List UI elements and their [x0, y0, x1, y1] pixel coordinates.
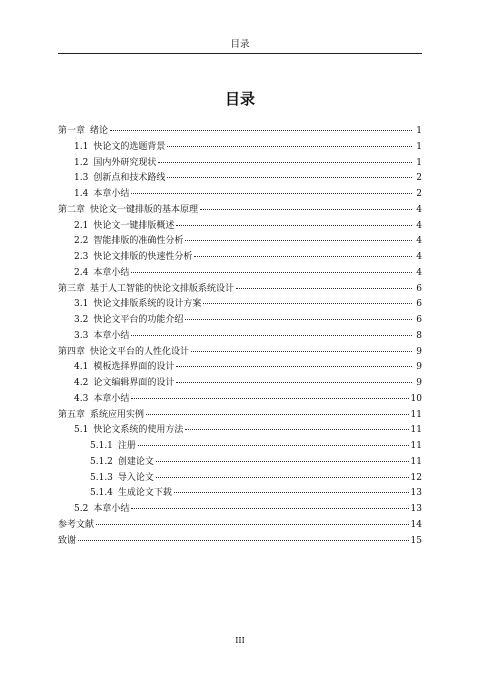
- toc-entry[interactable]: [58, 455, 422, 471]
- toc-leader-dots: [174, 491, 409, 493]
- toc-entry-title: 生成论文下载: [117, 488, 172, 499]
- toc-entry-page: 4: [416, 252, 422, 262]
- toc-entry-number: 3.3: [74, 330, 89, 341]
- toc-entry-page: 9: [416, 346, 422, 357]
- toc-entry-title: 注册: [117, 441, 136, 451]
- toc-entry-page: 12: [410, 472, 422, 483]
- toc-leader-dots: [236, 287, 412, 289]
- toc-entry[interactable]: [58, 187, 422, 203]
- toc-entry-number: 5.1.1: [90, 441, 113, 451]
- toc-entry-title: 本章小结: [93, 189, 130, 199]
- toc-entry[interactable]: [58, 408, 422, 424]
- toc-entry-title: 参考文献: [58, 519, 95, 530]
- toc-entry-number: 1.4: [74, 189, 89, 199]
- toc-entry-number: 1.2: [74, 157, 89, 168]
- toc-entry-page: 9: [416, 362, 422, 373]
- toc-entry-title: 快论文的选题背景: [93, 141, 166, 152]
- toc-leader-dots: [203, 302, 412, 304]
- toc-entry-number: 4.2: [74, 378, 89, 388]
- toc-entry-page: 11: [410, 425, 422, 436]
- toc-leader-dots: [78, 539, 409, 541]
- toc-leader-dots: [131, 271, 412, 273]
- toc-entry[interactable]: [58, 313, 422, 329]
- toc-entry[interactable]: [58, 234, 422, 250]
- running-header: 目录: [58, 36, 422, 54]
- toc-entry-page: 4: [416, 220, 422, 231]
- toc-entry[interactable]: [58, 266, 422, 282]
- toc-entry-title: 致谢: [58, 535, 77, 546]
- toc-entry-page: 6: [416, 299, 422, 310]
- toc-entry-number: 2.2: [74, 236, 89, 247]
- toc-entry-page: 8: [416, 330, 422, 341]
- toc-entry-page: 4: [416, 204, 422, 215]
- toc-entry-page: 1: [416, 157, 422, 168]
- toc-entry-number: 第五章: [58, 409, 86, 420]
- toc-entry-title: 快论文一键排版概述: [93, 220, 175, 231]
- toc-leader-dots: [131, 507, 408, 509]
- toc-entry[interactable]: [58, 486, 422, 502]
- toc-entry[interactable]: [58, 502, 422, 518]
- toc-entry-title: 创建论文: [117, 456, 154, 467]
- toc-leader-dots: [185, 318, 412, 320]
- toc-leader-dots: [96, 523, 409, 525]
- toc-entry[interactable]: [58, 392, 422, 408]
- toc-entry[interactable]: [58, 345, 422, 361]
- toc-entry-title: 本章小结: [93, 267, 130, 278]
- toc-entry-title: 导入论文: [117, 472, 154, 483]
- toc-entry-number: 3.1: [74, 299, 89, 310]
- toc-entry-page: 1: [416, 141, 422, 152]
- toc-entry-title: 智能排版的准确性分析: [93, 236, 184, 247]
- toc-entry-title: 快论文一键排版的基本原理: [90, 204, 199, 215]
- toc-entry[interactable]: [58, 282, 422, 298]
- toc-entry-title: 快论文系统的使用方法: [93, 425, 184, 436]
- toc-leader-dots: [176, 224, 412, 226]
- toc-entry-title: 模板选择界面的设计: [93, 362, 175, 373]
- toc-entry-number: 1.1: [74, 141, 89, 152]
- toc-entry-title: 快论文排版的快速性分析: [93, 252, 193, 262]
- toc-entry-title: 本章小结: [93, 330, 130, 341]
- toc-leader-dots: [176, 381, 412, 383]
- toc-entry-number: 2.3: [74, 252, 89, 262]
- toc-entry-number: 第二章: [58, 204, 86, 215]
- toc-entry-page: 1: [416, 126, 422, 136]
- toc-entry-title: 创新点和技术路线: [93, 173, 166, 184]
- toc-entry-page: 4: [416, 267, 422, 278]
- toc-entry-title: 快论文平台的人性化设计: [90, 346, 190, 357]
- toc-leader-dots: [131, 397, 408, 399]
- toc-entry-number: 第一章: [58, 126, 86, 136]
- toc-entry-title: 系统应用实例: [90, 409, 145, 420]
- toc-entry-number: 1.3: [74, 173, 89, 184]
- toc-entry-number: 5.1: [74, 425, 89, 436]
- toc-entry-number: 第四章: [58, 346, 86, 357]
- page-number: III: [235, 636, 245, 645]
- toc-entry-page: 11: [410, 456, 422, 467]
- toc-entry-title: 绪论: [90, 126, 109, 136]
- toc-entry[interactable]: [58, 156, 422, 172]
- toc-leader-dots: [185, 428, 408, 430]
- toc-entry-page: 15: [410, 535, 422, 546]
- toc-entry-number: 2.1: [74, 220, 89, 231]
- toc-leader-dots: [185, 239, 412, 241]
- toc-entry-number: 3.2: [74, 315, 89, 325]
- toc-entry-page: 2: [416, 173, 422, 184]
- toc-leader-dots: [158, 161, 412, 163]
- toc-leader-dots: [200, 208, 412, 210]
- toc-entry[interactable]: [58, 329, 422, 345]
- toc-entry-title: 国内外研究现状: [93, 157, 157, 168]
- toc-leader-dots: [194, 255, 412, 257]
- toc-entry[interactable]: [58, 203, 422, 219]
- toc-entry-number: 4.3: [74, 393, 89, 404]
- toc-entry[interactable]: [58, 219, 422, 235]
- toc-entry-number: 5.1.4: [90, 488, 113, 499]
- toc-entry[interactable]: [58, 140, 422, 156]
- toc-entry-page: 11: [410, 409, 422, 420]
- toc-leader-dots: [131, 192, 412, 194]
- toc-leader-dots: [131, 334, 412, 336]
- toc-entry[interactable]: [58, 439, 422, 455]
- table-of-contents: [58, 124, 422, 549]
- toc-title: 目录: [224, 90, 255, 108]
- toc-entry-page: 9: [416, 378, 422, 388]
- toc-entry-title: 本章小结: [93, 504, 130, 514]
- toc-entry-number: 第三章: [58, 283, 86, 294]
- toc-entry[interactable]: [58, 360, 422, 376]
- toc-entry-title: 基于人工智能的快论文排版系统设计: [90, 283, 235, 294]
- toc-entry[interactable]: [58, 171, 422, 187]
- toc-entry[interactable]: [58, 518, 422, 534]
- toc-entry-number: 4.1: [74, 362, 89, 373]
- toc-entry[interactable]: [58, 471, 422, 487]
- toc-leader-dots: [191, 350, 412, 352]
- toc-entry[interactable]: [58, 376, 422, 392]
- toc-entry-page: 13: [410, 488, 422, 499]
- toc-entry-page: 11: [410, 441, 422, 451]
- toc-entry-page: 4: [416, 236, 422, 247]
- toc-leader-dots: [146, 413, 409, 415]
- toc-entry-number: 5.2: [74, 504, 89, 514]
- toc-entry-page: 2: [416, 189, 422, 199]
- toc-leader-dots: [167, 176, 412, 178]
- toc-leader-dots: [156, 460, 409, 462]
- toc-entry-page: 13: [410, 504, 422, 514]
- toc-leader-dots: [156, 476, 409, 478]
- toc-leader-dots: [176, 365, 412, 367]
- toc-entry-title: 论文编辑界面的设计: [93, 378, 175, 388]
- toc-entry-number: 2.4: [74, 267, 89, 278]
- toc-entry[interactable]: [58, 250, 422, 266]
- toc-leader-dots: [110, 129, 412, 131]
- toc-entry-page: 14: [410, 519, 422, 530]
- toc-entry-page: 6: [416, 283, 422, 294]
- toc-entry[interactable]: [58, 534, 422, 550]
- toc-entry[interactable]: [58, 423, 422, 439]
- toc-entry-number: 5.1.2: [90, 456, 113, 467]
- toc-entry-page: 10: [410, 393, 422, 404]
- toc-entry[interactable]: [58, 124, 422, 140]
- toc-leader-dots: [138, 444, 409, 446]
- toc-entry-number: 5.1.3: [90, 472, 113, 483]
- toc-entry-page: 6: [416, 315, 422, 325]
- toc-entry-title: 快论文平台的功能介绍: [93, 315, 184, 325]
- toc-leader-dots: [167, 145, 412, 147]
- toc-entry-title: 快论文排版系统的设计方案: [93, 299, 202, 310]
- toc-entry-title: 本章小结: [93, 393, 130, 404]
- toc-entry[interactable]: [58, 297, 422, 313]
